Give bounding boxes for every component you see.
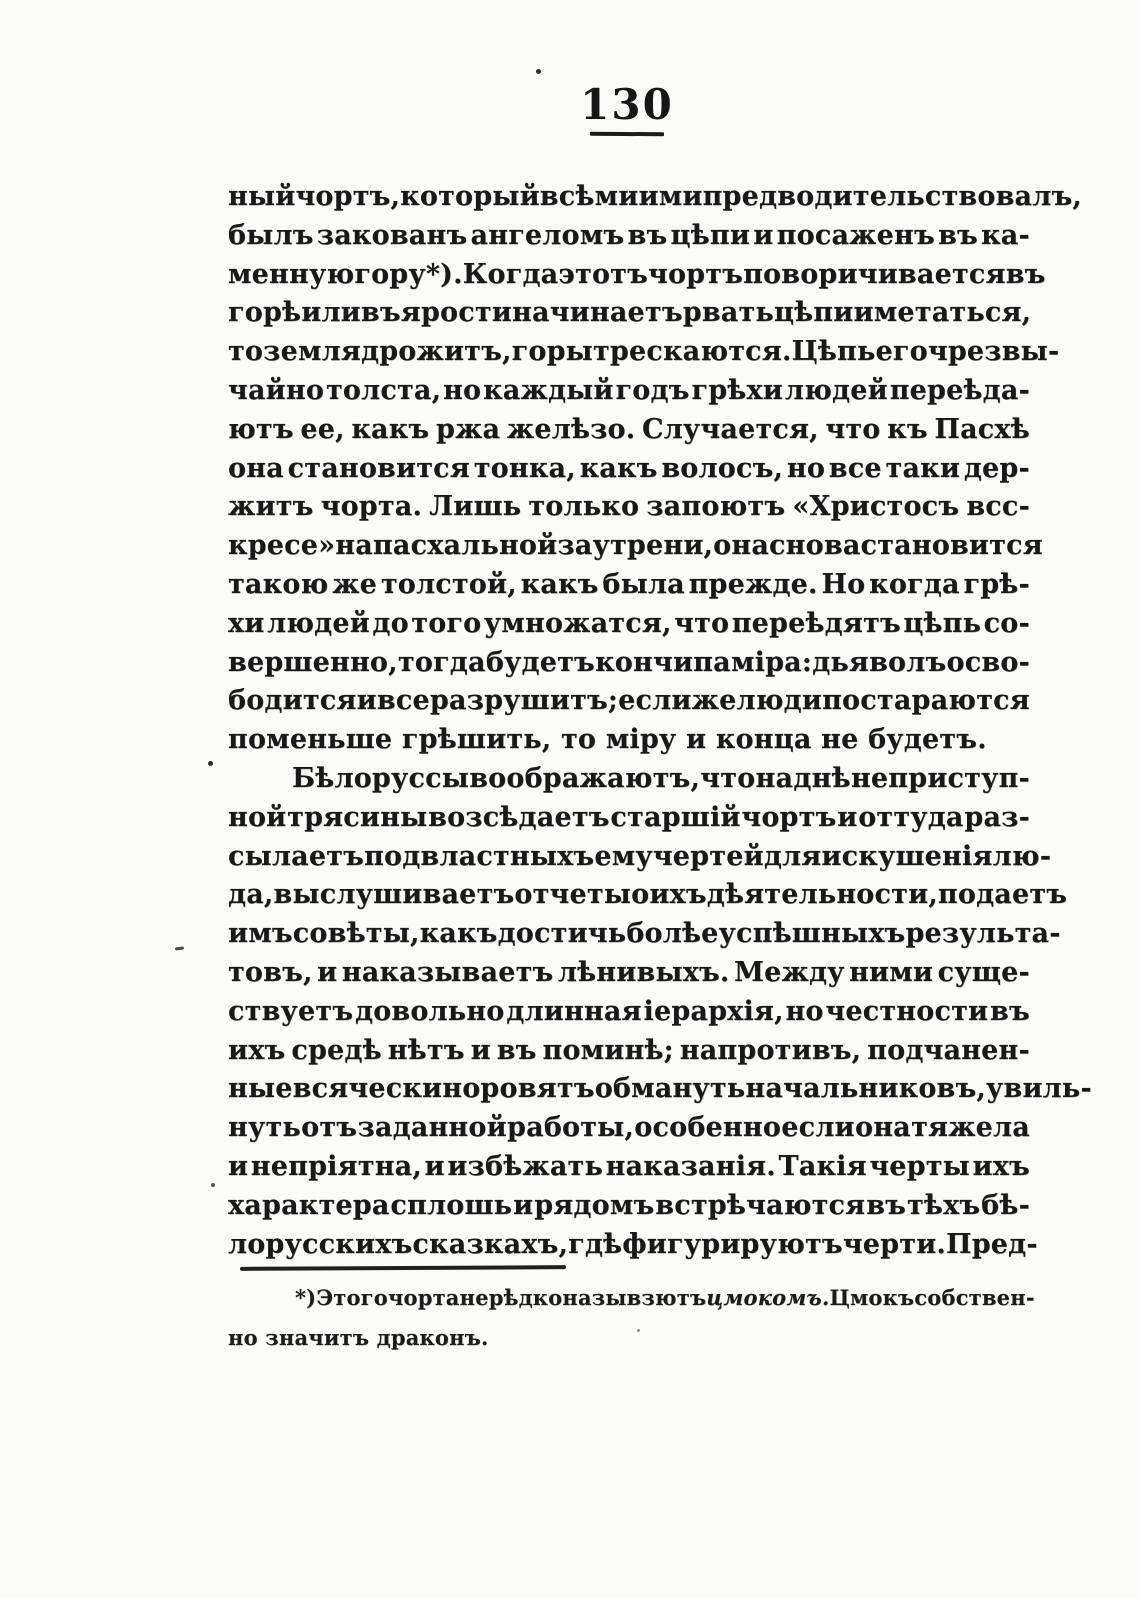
footnote-line: но значитъ драконъ. [228,1325,489,1350]
scan-speck [211,1183,215,1187]
text-line: хи людей до того умножатся, что переѣдятъ цѣпь со- [228,607,1030,639]
text-block [228,178,1092,1264]
page-number-underline [590,132,664,137]
page-number: 130 [580,80,674,129]
text-line: имъ совѣты, какъ достичь болѣе успѣшныхъ результа- [228,918,1061,950]
scan-speck [637,1329,640,1332]
text-line: характера сплошь и рядомъ встрѣчаются въ тѣхъ бѣ- [228,1189,1030,1221]
text-line: да, выслушиваетъ отчеты о ихъ дѣятельности, подаетъ [228,879,1068,911]
text-line: ихъ средѣ нѣтъ и въ поминѣ; напротивъ, подчанен- [228,1034,1030,1066]
text-line: сылаетъ подвластныхъ ему чертей для искушенія лю- [228,840,1052,872]
text-line: кресе» на пасхальной заутрени, она снова становится [228,530,1043,562]
scan-speck [208,761,213,766]
text-line: вершенно, тогда будетъ кончипа міра: дьяволъ осво- [228,646,1030,678]
paragraph-1 [228,178,1082,760]
footnote-line: *) Этого чорта нерѣдко назывзютъ цмокомъ. Цмокъ собствен- [295,1285,1035,1310]
text-line: чайно толста, но каждый годъ грѣхи людей переѣда- [228,374,1030,406]
text-line: поменьше грѣшить, то міру и конца не будетъ. [228,724,987,756]
text-line: лорусскихъ сказкахъ, гдѣ фигурируютъ черти. Пред- [228,1228,1038,1260]
scan-speck [536,69,541,74]
paragraph-2 [228,760,1092,1264]
text-line: товъ, и наказываетъ лѣнивыхъ. Между ними суще- [228,956,1030,988]
text-line: ный чортъ, который всѣми ими предводительствовалъ, [228,181,1082,212]
footnote [228,1278,1035,1358]
text-line: и непріятна, и избѣжать наказанія. Такія черты ихъ [228,1150,1030,1182]
scan-speck [175,946,184,950]
text-line: такою же толстой, какъ была прежде. Но когда грѣ- [228,568,1030,600]
text-line: бодится и все разрушитъ; если же люди постараются [228,685,1030,717]
text-line: она становится тонка, какъ волосъ, но все таки дер- [228,452,1030,484]
page-header [0,80,1140,136]
text-line: горѣ или въ ярости начинаетъ рвать цѣпи и метаться, [228,297,1032,329]
text-line: ютъ ее, какъ ржа желѣзо. Случается, что къ Пасхѣ [228,413,1030,445]
text-line: нуть отъ заданной работы, особенно если она тяжела [228,1112,1030,1144]
text-line: ной трясины возсѣдаетъ старшій чортъ и оттуда раз- [228,801,1030,833]
text-line: ствуетъ довольно длинная іерархія, но честности въ [228,995,1030,1027]
text-line: менную гору *). Когда этотъ чортъ поворичивается въ [228,258,1046,290]
text-line: ные всячески норовятъ обмануть начальниковъ, увиль- [228,1073,1092,1105]
text-line: житъ чорта. Лишь только запоютъ «Христосъ всс- [228,491,1030,523]
text-line: былъ закованъ ангеломъ въ цѣпи и посаженъ въ ка- [228,219,1030,251]
text-line: то земля дрожитъ, горы трескаются. Цѣпь его чрезвы- [228,336,1060,368]
text-line: Бѣлоруссы воображаютъ, что на днѣ неприступ- [292,762,1030,794]
footnote-rule [240,1265,566,1270]
